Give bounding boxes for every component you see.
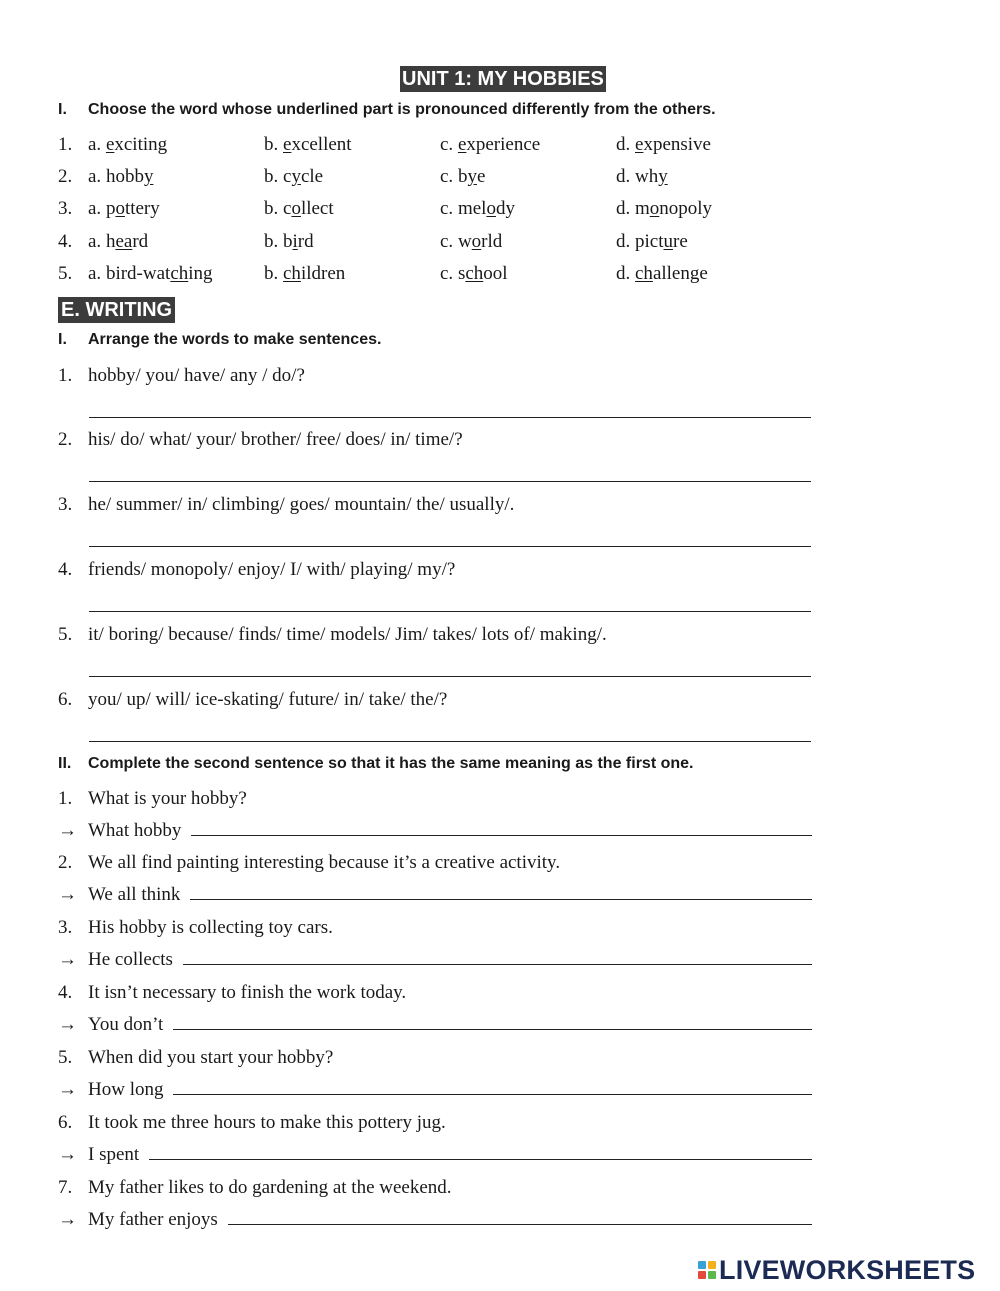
writing-section-heading: E. WRITING [58,297,175,323]
question-number: 2. [58,852,73,873]
option-text: re [673,231,688,252]
instruction-text: Choose the word whose underlined part is pronounced differently from the others. [88,101,716,118]
option-text: wh [635,166,659,187]
rewrite-row [58,1144,812,1166]
answer-option[interactable] [264,166,323,188]
option-text: a. [88,263,106,284]
underlined-part: o [115,198,125,219]
arrange-instruction [58,331,381,349]
arrow-icon: → [58,949,77,970]
instruction-text: Complete the second sentence so that it has the same meaning as the first one. [88,755,694,772]
answer-option[interactable] [88,198,160,220]
question-number: 2. [58,429,73,450]
option-text: d. [616,231,635,252]
original-sentence: It isn’t necessary to finish the work today. [88,982,407,1003]
option-text: ttery [124,198,160,219]
section-numeral: I. [58,101,67,118]
option-text: llect [300,198,334,219]
sentence-starter: How long [88,1079,164,1100]
answer-option[interactable] [616,231,688,253]
option-text: c. [440,166,458,187]
underlined-part: ch [465,263,484,284]
logo-square [698,1271,706,1279]
answer-line[interactable] [89,417,811,418]
answer-line[interactable] [89,611,811,612]
underlined-part: e [457,134,467,155]
option-text: rld [481,231,503,252]
underlined-part: e [283,134,292,155]
underlined-part: ea [115,231,133,252]
answer-option[interactable] [616,134,711,156]
option-text: cle [300,166,324,187]
answer-line[interactable] [89,546,811,547]
rewrite-instruction [58,755,693,773]
underlined-part: y [658,166,668,187]
option-text: b. [264,166,283,187]
original-sentence: It took me three hours to make this pottery jug. [88,1112,446,1133]
answer-option[interactable] [616,166,668,188]
answer-line[interactable] [149,1145,812,1160]
sentence-starter: You don’t [88,1014,164,1035]
option-text: xcellent [291,134,352,155]
option-text: d. [616,134,635,155]
question-number: 3. [58,917,73,938]
question-number: 6. [58,1112,73,1133]
rewrite-row [58,820,812,842]
original-sentence: When did you start your hobby? [88,1047,334,1068]
answer-option[interactable] [440,166,485,188]
option-text: d. [616,263,635,284]
option-text: xciting [114,134,168,155]
answer-line[interactable] [190,885,812,900]
sentence-starter: What hobby [88,820,182,841]
rewrite-row [58,949,812,971]
underlined-part: ch [170,263,189,284]
answer-option[interactable] [616,263,708,285]
original-sentence: His hobby is collecting toy cars. [88,917,333,938]
option-text: b. [264,134,283,155]
answer-option[interactable] [88,166,153,188]
rewrite-row [58,1079,812,1101]
option-text: rd [297,231,314,252]
original-sentence: What is your hobby? [88,788,247,809]
option-text: a. [88,134,106,155]
underlined-part: o [471,231,482,252]
option-text: m [635,198,650,219]
answer-line[interactable] [89,741,811,742]
underlined-part: o [291,198,301,219]
option-text: b. [264,198,283,219]
option-text: d. [616,166,635,187]
section-numeral: II. [58,755,72,772]
option-text: nopoly [659,198,713,219]
question-number: 5. [58,1047,73,1068]
answer-option[interactable] [88,134,167,156]
question-number: 5. [58,263,73,284]
underlined-part: e [635,134,644,155]
word-prompt: you/ up/ will/ ice-skating/ future/ in/ take/ the/? [88,689,448,710]
answer-option[interactable] [264,231,314,253]
answer-option[interactable] [264,198,334,220]
word-prompt: he/ summer/ in/ climbing/ goes/ mountain/ the/ usually/. [88,494,515,515]
arrow-icon: → [58,1079,77,1100]
option-text: ildren [300,263,346,284]
arrow-icon: → [58,820,77,841]
question-number: 3. [58,494,73,515]
answer-line[interactable] [89,676,811,677]
answer-line[interactable] [183,950,812,965]
arrow-icon: → [58,1014,77,1035]
option-text: c. [440,231,458,252]
logo-squares-icon [698,1261,716,1279]
question-number: 1. [58,365,73,386]
option-text: c. [440,263,458,284]
question-number: 1. [58,134,73,155]
rewrite-row [58,1209,812,1231]
option-text: p [105,198,116,219]
answer-option[interactable] [264,263,345,285]
sentence-starter: My father enjoys [88,1209,218,1230]
arrow-icon: → [58,884,77,905]
option-text: xperience [466,134,541,155]
answer-line[interactable] [173,1080,812,1095]
original-sentence: My father likes to do gardening at the weekend. [88,1177,452,1198]
option-text: ool [483,263,508,284]
underlined-part: u [663,231,673,252]
question-number: 7. [58,1177,73,1198]
page-title: UNIT 1: MY HOBBIES [402,68,604,90]
option-text: c [283,198,292,219]
option-text: a. [88,198,106,219]
answer-option[interactable] [616,198,712,220]
answer-option[interactable] [440,134,540,156]
word-prompt: it/ boring/ because/ finds/ time/ models/ Jim/ takes/ lots of/ making/. [88,624,607,645]
logo-square [698,1261,706,1269]
question-number: 3. [58,198,73,219]
pronunciation-instruction [58,101,716,119]
word-prompt: friends/ monopoly/ enjoy/ I/ with/ playing/ my/? [88,559,456,580]
underlined-part: e [105,134,115,155]
option-text: xpensive [643,134,711,155]
option-text: allenge [652,263,708,284]
underlined-part: y [291,166,301,187]
sentence-starter: We all think [88,884,181,905]
option-text: bird-wat [105,263,171,284]
liveworksheets-logo [698,1254,975,1286]
option-text: b [457,166,468,187]
option-text: ing [188,263,213,284]
answer-option[interactable] [88,263,213,285]
option-text: hobb [105,166,144,187]
option-text: e [476,166,486,187]
arrow-icon: → [58,1209,77,1230]
answer-option[interactable] [440,198,515,220]
option-text: c. [440,198,458,219]
rewrite-row [58,884,812,906]
option-text: mel [457,198,487,219]
underlined-part: o [649,198,660,219]
answer-option[interactable] [440,231,502,253]
answer-line[interactable] [228,1210,812,1225]
option-text: h [105,231,116,252]
rewrite-row [58,1014,812,1036]
question-number: 4. [58,982,73,1003]
option-text: pict [635,231,664,252]
question-number: 4. [58,231,73,252]
arrow-icon: → [58,1144,77,1165]
option-text: c [283,166,292,187]
instruction-text: Arrange the words to make sentences. [88,331,382,348]
option-text: rd [132,231,149,252]
underlined-part: y [143,166,154,187]
original-sentence: We all find painting interesting because it’s a creative activity. [88,852,561,873]
option-text: dy [495,198,515,219]
question-number: 1. [58,788,73,809]
option-text: a. [88,231,106,252]
answer-line[interactable] [89,481,811,482]
option-text: a. [88,166,106,187]
section-numeral: I. [58,331,67,348]
underlined-part: ch [283,263,301,284]
underlined-part: i [292,231,298,252]
option-text: b. [264,231,283,252]
answer-line[interactable] [191,821,812,836]
word-prompt: hobby/ you/ have/ any / do/? [88,365,305,386]
sentence-starter: He collects [88,949,173,970]
option-text: s [457,263,466,284]
sentence-starter: I spent [88,1144,140,1165]
option-text: c. [440,134,458,155]
question-number: 4. [58,559,73,580]
logo-square [708,1271,716,1279]
logo-square [708,1261,716,1269]
answer-option[interactable] [440,263,508,285]
option-text: d. [616,198,635,219]
question-number: 2. [58,166,73,187]
answer-line[interactable] [173,1015,812,1030]
option-text: b. [264,263,283,284]
option-text: w [457,231,472,252]
word-prompt: his/ do/ what/ your/ brother/ free/ does/ in/ time/? [88,429,463,450]
question-number: 6. [58,689,73,710]
answer-option[interactable] [264,134,352,156]
question-number: 5. [58,624,73,645]
underlined-part: y [467,166,477,187]
underlined-part: o [486,198,496,219]
underlined-part: ch [635,263,653,284]
logo-text: LIVEWORKSHEETS [719,1254,976,1285]
answer-option[interactable] [88,231,148,253]
option-text: b [283,231,293,252]
